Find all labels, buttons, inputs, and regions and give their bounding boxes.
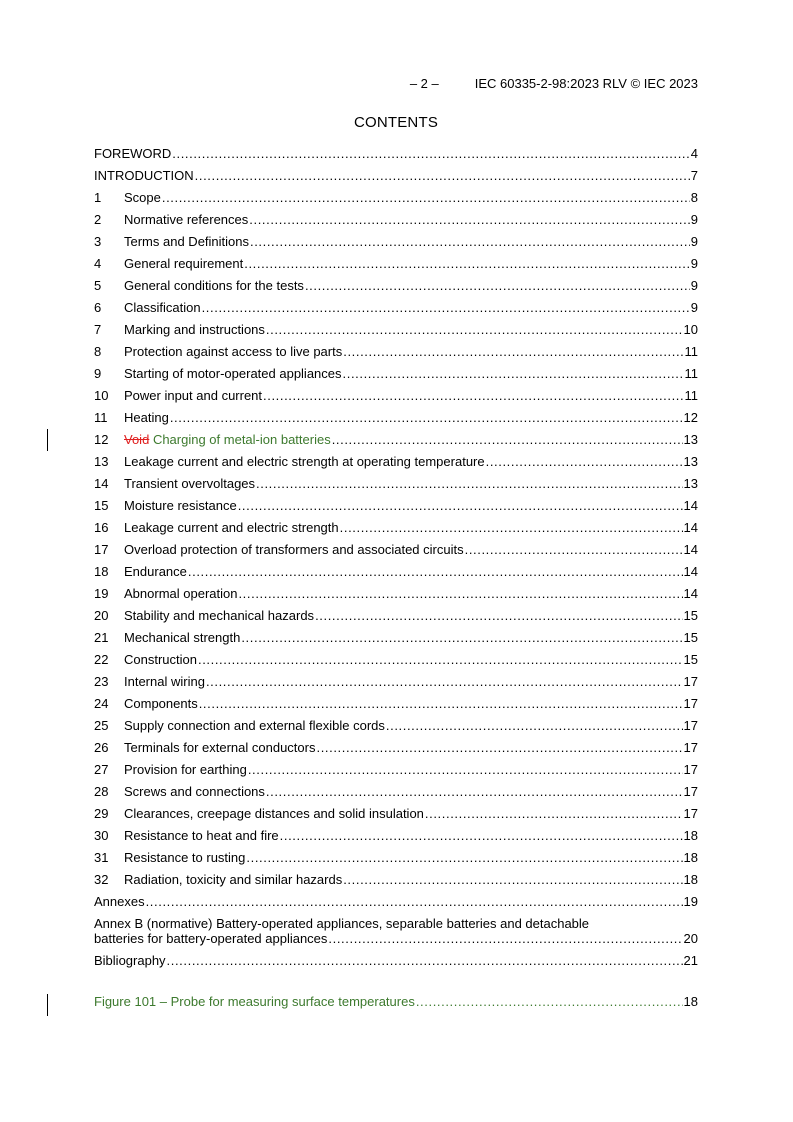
- toc-entry-number: 19: [94, 586, 109, 601]
- toc-entry-page: 17: [683, 762, 698, 777]
- toc-entry-title: Bibliography: [94, 953, 166, 968]
- toc-entry-clause-17[interactable]: [94, 542, 698, 564]
- contents-title: CONTENTS: [353, 114, 439, 131]
- toc-leader-dots: [238, 498, 683, 514]
- toc-leader-dots: [172, 146, 689, 162]
- toc-entry-page: 9: [690, 300, 698, 315]
- toc-entry-page: 21: [683, 953, 698, 968]
- toc-leader-dots: [315, 608, 682, 624]
- toc-entry-page: 11: [684, 344, 698, 359]
- toc-entry-number: 1: [94, 190, 102, 205]
- toc-entry-page: 14: [683, 520, 698, 535]
- toc-entry-clause-16[interactable]: [94, 520, 698, 542]
- toc-entry-number: 18: [94, 564, 109, 579]
- toc-entry-clause-8[interactable]: [94, 344, 698, 366]
- figure-entry-page: 18: [683, 994, 698, 1009]
- toc-entry-annex-b[interactable]: [94, 916, 698, 953]
- toc-leader-dots: [170, 410, 683, 426]
- toc-entry-title: General conditions for the tests: [124, 278, 304, 293]
- toc-leader-dots: [199, 696, 683, 712]
- toc-entry-bibliography[interactable]: [94, 953, 698, 975]
- toc-entry-clause-29[interactable]: [94, 806, 698, 828]
- toc-leader-dots: [343, 344, 683, 360]
- added-text: Charging of metal-ion batteries: [152, 432, 331, 447]
- toc-entry-title: Normative references: [124, 212, 249, 227]
- toc-entry-number: 7: [94, 322, 102, 337]
- toc-entry-number: 30: [94, 828, 109, 843]
- toc-entry-page: 17: [683, 784, 698, 799]
- toc-entry-clause-19[interactable]: [94, 586, 698, 608]
- toc-leader-dots: [146, 894, 683, 910]
- toc-entry-clause-32[interactable]: [94, 872, 698, 894]
- toc-entry-page: 7: [690, 168, 698, 183]
- toc-entry-page: 19: [683, 894, 698, 909]
- toc-entry-number: 31: [94, 850, 109, 865]
- toc-entry-page: 9: [690, 256, 698, 271]
- toc-entry-number: 23: [94, 674, 109, 689]
- toc-entry-number: 32: [94, 872, 109, 887]
- toc-entry-number: 13: [94, 454, 109, 469]
- toc-leader-dots: [386, 718, 683, 734]
- toc-entry-number: 25: [94, 718, 109, 733]
- toc-entry-clause-26[interactable]: [94, 740, 698, 762]
- toc-entry-clause-24[interactable]: [94, 696, 698, 718]
- toc-leader-dots: [248, 762, 683, 778]
- toc-entry-foreword[interactable]: [94, 146, 698, 168]
- toc-entry-figure-101[interactable]: [94, 994, 698, 1010]
- toc-leader-dots: [416, 994, 683, 1010]
- toc-entry-clause-21[interactable]: [94, 630, 698, 652]
- toc-leader-dots: [343, 366, 684, 382]
- toc-entry-title: Construction: [124, 652, 197, 667]
- toc-entry-number: 6: [94, 300, 102, 315]
- toc-entry-clause-11[interactable]: [94, 410, 698, 432]
- toc-leader-dots: [266, 322, 683, 338]
- toc-entry-clause-30[interactable]: [94, 828, 698, 850]
- toc-leader-dots: [465, 542, 683, 558]
- toc-entry-page: 14: [683, 498, 698, 513]
- toc-entry-clause-14[interactable]: [94, 476, 698, 498]
- toc-entry-title: Internal wiring: [124, 674, 205, 689]
- toc-entry-number: 17: [94, 542, 109, 557]
- toc-entry-number: 3: [94, 234, 102, 249]
- toc-entry-number: 26: [94, 740, 109, 755]
- toc-leader-dots: [202, 300, 690, 316]
- toc-entry-title: Abnormal operation: [124, 586, 238, 601]
- toc-entry-title: Stability and mechanical hazards: [124, 608, 315, 623]
- toc-entry-clause-6[interactable]: [94, 300, 698, 322]
- toc-entry-title-revised: [124, 432, 331, 448]
- toc-leader-dots: [195, 168, 690, 184]
- toc-entry-page: 18: [683, 828, 698, 843]
- toc-entry-page: 15: [683, 608, 698, 623]
- toc-leader-dots: [340, 520, 683, 536]
- toc-entry-page: 11: [684, 388, 698, 403]
- toc-entry-title: Transient overvoltages: [124, 476, 256, 491]
- toc-entry-title: Scope: [124, 190, 161, 205]
- toc-entry-page: 17: [683, 806, 698, 821]
- toc-leader-dots: [188, 564, 683, 580]
- toc-entry-page: 9: [690, 278, 698, 293]
- toc-entry-title: Mechanical strength: [124, 630, 241, 645]
- toc-entry-number: 12: [94, 432, 109, 447]
- toc-leader-dots: [332, 432, 683, 448]
- toc-entry-title: Endurance: [124, 564, 187, 579]
- toc-entry-number: 15: [94, 498, 109, 513]
- toc-entry-page: 8: [690, 190, 698, 205]
- toc-entry-clause-10[interactable]: [94, 388, 698, 410]
- toc-entry-clause-2[interactable]: [94, 212, 698, 234]
- toc-entry-title: Terminals for external conductors: [124, 740, 316, 755]
- toc-entry-page: 13: [683, 432, 698, 447]
- toc-entry-title: Classification: [124, 300, 201, 315]
- toc-entry-clause-12[interactable]: [94, 432, 698, 454]
- toc-leader-dots: [249, 212, 689, 228]
- toc-entry-clause-13[interactable]: [94, 454, 698, 476]
- toc-entry-title: Overload protection of transformers and associated circuits: [124, 542, 464, 557]
- toc-entry-page: 15: [683, 652, 698, 667]
- toc-entry-page: 14: [683, 564, 698, 579]
- toc-entry-title: Marking and instructions: [124, 322, 265, 337]
- toc-leader-dots: [167, 953, 683, 969]
- toc-entry-clause-1[interactable]: [94, 190, 698, 212]
- toc-entry-number: 14: [94, 476, 109, 491]
- toc-entry-clause-7[interactable]: [94, 322, 698, 344]
- toc-entry-title: Power input and current: [124, 388, 263, 403]
- toc-entry-title: Moisture resistance: [124, 498, 237, 513]
- toc-entry-clause-4[interactable]: [94, 256, 698, 278]
- toc-entry-page: 15: [683, 630, 698, 645]
- toc-leader-dots: [206, 674, 683, 690]
- toc-entry-number: 9: [94, 366, 102, 381]
- toc-entry-number: 24: [94, 696, 109, 711]
- toc-entry-title: Annexes: [94, 894, 145, 909]
- toc-entry-number: 20: [94, 608, 109, 623]
- toc-entry-introduction[interactable]: [94, 168, 698, 190]
- toc-entry-page: 9: [690, 212, 698, 227]
- toc-entry-title: INTRODUCTION: [94, 168, 194, 183]
- toc-leader-dots: [244, 256, 690, 272]
- toc-entry-title: Terms and Definitions: [124, 234, 249, 249]
- toc-entry-page: 9: [690, 234, 698, 249]
- toc-entry-clause-3[interactable]: [94, 234, 698, 256]
- toc-entry-title: Leakage current and electric strength: [124, 520, 339, 535]
- table-of-contents: [94, 146, 698, 975]
- toc-entry-title-line2: batteries for battery-operated appliances: [94, 931, 328, 946]
- toc-entry-page: 18: [683, 850, 698, 865]
- toc-entry-number: 11: [94, 410, 108, 425]
- toc-entry-number: 8: [94, 344, 102, 359]
- toc-leader-dots: [316, 740, 682, 756]
- change-bar: [47, 994, 48, 1016]
- toc-entry-title: Starting of motor-operated appliances: [124, 366, 342, 381]
- toc-leader-dots: [328, 931, 682, 946]
- toc-entry-clause-25[interactable]: [94, 718, 698, 740]
- toc-entry-title: General requirement: [124, 256, 244, 271]
- toc-entry-number: 5: [94, 278, 102, 293]
- toc-entry-number: 10: [94, 388, 109, 403]
- toc-entry-annexes[interactable]: [94, 894, 698, 916]
- toc-entry-title: Resistance to heat and fire: [124, 828, 279, 843]
- toc-entry-page: 17: [683, 740, 698, 755]
- toc-entry-title: FOREWORD: [94, 146, 172, 161]
- toc-leader-dots: [343, 872, 682, 888]
- toc-entry-number: 16: [94, 520, 109, 535]
- toc-leader-dots: [266, 784, 683, 800]
- toc-entry-clause-22[interactable]: [94, 652, 698, 674]
- toc-entry-clause-9[interactable]: [94, 366, 698, 388]
- clause-list: [94, 190, 698, 894]
- toc-leader-dots: [162, 190, 690, 206]
- toc-entry-page: 14: [683, 586, 698, 601]
- toc-entry-title: Clearances, creepage distances and solid insulation: [124, 806, 424, 821]
- page-header: [94, 76, 698, 92]
- toc-entry-clause-20[interactable]: [94, 608, 698, 630]
- toc-leader-dots: [241, 630, 682, 646]
- toc-entry-clause-15[interactable]: [94, 498, 698, 520]
- toc-entry-clause-18[interactable]: [94, 564, 698, 586]
- toc-entry-number: 28: [94, 784, 109, 799]
- toc-entry-title: Resistance to rusting: [124, 850, 246, 865]
- toc-leader-dots: [425, 806, 683, 822]
- toc-entry-number: 21: [94, 630, 109, 645]
- toc-entry-page: 12: [683, 410, 698, 425]
- toc-entry-title-line1: Annex B (normative) Battery-operated appliances, separable batteries and detachable: [94, 916, 590, 931]
- toc-entry-title: Heating: [124, 410, 169, 425]
- toc-entry-page: 17: [683, 718, 698, 733]
- change-bar: [47, 429, 48, 451]
- toc-entry-number: 2: [94, 212, 102, 227]
- toc-leader-dots: [246, 850, 682, 866]
- toc-entry-page: 17: [683, 674, 698, 689]
- toc-entry-title: Protection against access to live parts: [124, 344, 343, 359]
- toc-entry-clause-5[interactable]: [94, 278, 698, 300]
- toc-entry-number: 22: [94, 652, 109, 667]
- toc-entry-clause-23[interactable]: [94, 674, 698, 696]
- toc-entry-title: Leakage current and electric strength at operating temperature: [124, 454, 485, 469]
- toc-entry-number: 27: [94, 762, 109, 777]
- toc-leader-dots: [263, 388, 683, 404]
- toc-entry-page: 11: [684, 366, 698, 381]
- toc-entry-number: 29: [94, 806, 109, 821]
- toc-entry-page: 13: [683, 476, 698, 491]
- toc-entry-page: 20: [683, 931, 698, 946]
- figure-entry-title: Figure 101 – Probe for measuring surface temperatures: [94, 994, 415, 1009]
- toc-leader-dots: [486, 454, 683, 470]
- toc-leader-dots: [280, 828, 683, 844]
- toc-entry-page: 14: [683, 542, 698, 557]
- toc-entry-clause-31[interactable]: [94, 850, 698, 872]
- toc-entry-title: Screws and connections: [124, 784, 265, 799]
- toc-leader-dots: [238, 586, 682, 602]
- toc-entry-page: 4: [690, 146, 698, 161]
- toc-leader-dots: [250, 234, 690, 250]
- toc-entry-clause-27[interactable]: [94, 762, 698, 784]
- toc-entry-clause-28[interactable]: [94, 784, 698, 806]
- toc-entry-title: Supply connection and external flexible cords: [124, 718, 385, 733]
- toc-leader-dots: [256, 476, 683, 492]
- toc-entry-number: 4: [94, 256, 102, 271]
- toc-entry-title: Provision for earthing: [124, 762, 247, 777]
- deleted-text: Void: [124, 432, 150, 447]
- toc-entry-title: Components: [124, 696, 198, 711]
- toc-entry-page: 13: [683, 454, 698, 469]
- toc-leader-dots: [198, 652, 683, 668]
- page-number: – 2 –: [409, 76, 439, 91]
- toc-entry-page: 18: [683, 872, 698, 887]
- toc-leader-dots: [305, 278, 690, 294]
- toc-entry-page: 10: [683, 322, 698, 337]
- toc-entry-page: 17: [683, 696, 698, 711]
- document-id: IEC 60335-2-98:2023 RLV © IEC 2023: [474, 76, 698, 91]
- toc-entry-title: Radiation, toxicity and similar hazards: [124, 872, 343, 887]
